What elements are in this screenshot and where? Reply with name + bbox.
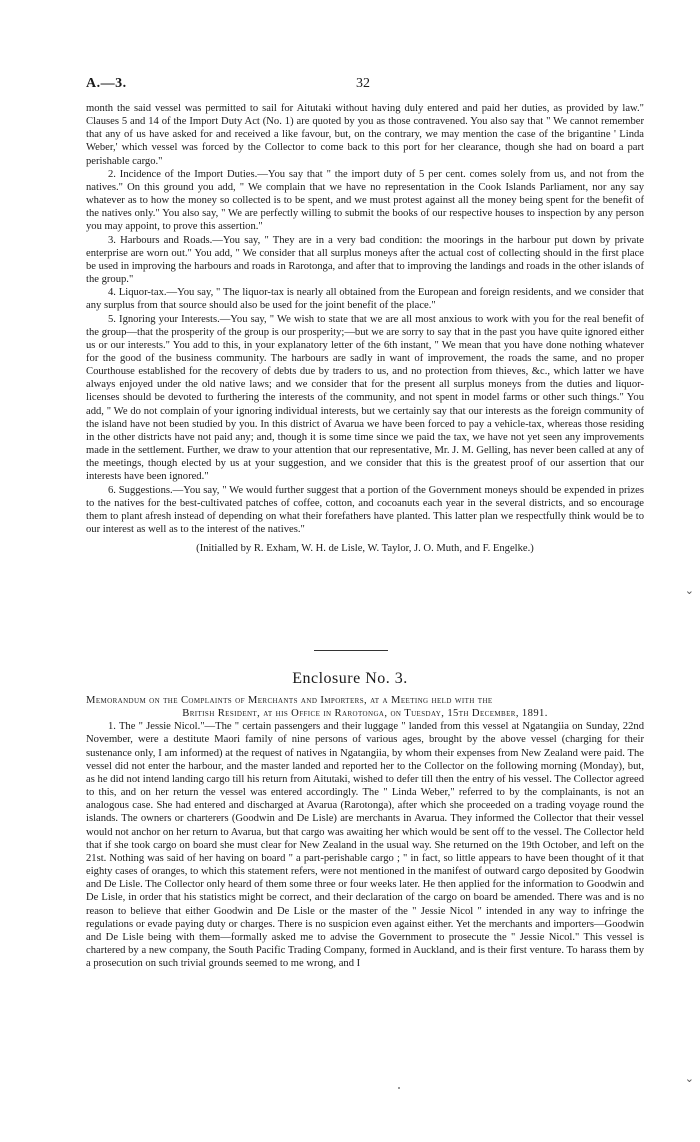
memorandum-heading xyxy=(86,694,644,720)
top-section xyxy=(86,102,644,555)
memorandum-body: 1. The " Jessie Nicol."—The " certain passengers and their luggage " landed from this vessel at Ngatangiia on Sunday, 22nd November, were a destitute Maori family of nine persons of various ages, brought by the above vessel (charging for their sustenance only, I am informed) at the request of natives in Ngatangiia, by whom their expenses from New Zealand were paid. The vessel did not enter the harbour, and the master landed and reported her to the Collector on the following morning (Monday), but, as he did not intend landing cargo till his return from Aitutaki, wished to defer till then the entry of his vessel. The Collector agreed to this, and on her return the vessel was entered accordingly. The " Linda Weber," referred to by the complainants, is not an analogous case. She had entered and discharged at Avarua (Rarotonga), after which she proceeded on a trading voyage round the islands. The owners or charterers (Goodwin and De Lisle) are merchants in Avarua. They informed the Collector that their vessel would not anchor on her return to Avarua, but that cargo was awaiting her which would be sent off to the vessel. The Collector held that if she took cargo on board she must clear for New Zealand in the usual way. She returned on the 19th October, and left on the 21st. Nothing was said of her having on board " a part-perishable cargo ; " in fact, so little appears to have been thought of it that eighty cases of oranges, to which this statement refers, were not mentioned in the manifest of outward cargo deposited by Goodwin and De Lisle. The Collector only heard of them some three or four weeks later. He then applied for the information to Goodwin and De Lisle, in order that his statistics might be correct, and their declaration of the cargo on board be amended. There was and is no reason to believe that either Goodwin and De Lisle or the master of the " Jessie Nicol " intended in any way to infringe the regulations or evade paying duty or charges. There is no suspicion even against either. Yet the merchants and importers—Goodwin and De Lisle being with them—formally asked me to advise the Government to prosecute the " Jessie Nicol." This vessel is chartered by a new company, the South Pacific Trading Company, formed in Auckland, and is their first venture. To harass them by a prosecution on such trivial grounds seemed to me wrong, and I xyxy=(86,721,644,970)
page-number: 32 xyxy=(356,76,370,91)
memorandum-section xyxy=(86,694,644,970)
enclosure-title: Enclosure No. 3. xyxy=(292,670,408,687)
section-divider xyxy=(314,650,388,651)
paragraph-suggestions: 6. Suggestions.—You say, " We would further suggest that a portion of the Government moneys should be expended in prizes to the natives for the best-cultivated patches of coffee, cotton, and cocoanuts each year in the several districts, and so encourage them to plant afresh instead of depending on what their forefathers have planted. This latter plan we respectfully think would be to our interest as well as to the interest of the natives." xyxy=(86,484,644,535)
paragraph-harbours-and-roads: 3. Harbours and Roads.—You say, " They are in a very bad condition: the moorings in the harbour put down by private enterprise are worn out." You add, " We consider that all surplus moneys after the actual cost of collecting should in the first place be used in improving the harbours and roads in Rarotonga, and after that to improving the landings and roads in the other islands of the group." xyxy=(86,234,644,286)
paragraph-continuation: month the said vessel was permitted to sail for Aitutaki without having duly entered and paid her duties, as provided by law." Clauses 5 and 14 of the Import Duty Act (No. 1) are quoted by you as those contravened. You also say that " We cannot remember that any of us have asked for and received a like favour, but, on the contrary, we may mention the case of the brigantine ' Linda Weber,' which vessel was forced by the Collector to come back to this port for her clearance, though she had on board a part perishable cargo." xyxy=(86,103,644,167)
print-speck xyxy=(398,1087,400,1089)
paragraph-incidence-of-duties: 2. Incidence of the Import Duties.—You say that " the import duty of 5 per cent. comes solely from us, and not from the natives." On this ground you add, " We complain that we have no representation in the Cook Islands Parliament, nor any say whatever as to how the money so collected is to be spent, and we must protest against all the money being spent for the benefit of the natives only." You also say, " We are perfectly willing to submit the books of our respective houses to inspection by any person you may appoint, to prove this assertion." xyxy=(86,168,644,233)
paragraph-ignoring-interests: 5. Ignoring your Interests.—You say, " We wish to state that we are all most anxious to work with you for the real benefit of the group—that the prosperity of the group is our prosperity;—but we are sorry to say that in the past you have quite ignored either us or our interests." You add to this, in your explanatory letter of the 6th instant, " We mean that you have done nothing whatever for the good of the business community. The harbours are sadly in want of improvement, the roads the same, and no proper Courthouse established for the recovery of debts due by traders to us, and no protection from thieves, &c., which latter we have always enjoyed under the old native laws; and we consider that for the present all surplus moneys from the duties and liquor-licenses should be devoted to furthering the interests of the community, and not spent in model farms or other such things." You add, " We do not complain of your ignoring individual interests, but we certainly say that our interests as the foreign community of the island have not been studied by you. In this district of Avarua we have been forced to pay a vehicle-tax, whereas those residing in the other districts have not paid any; and, though it is some time since we paid the tax, we have not yet seen any improvements made in the settlement. Further, we draw to your attention that our representative, Mr. J. M. Gelling, has never been called at any of the meetings, though elected by us at your suggestion, and we consider that this is the greatest proof of our assertion that our interests have been ignored." xyxy=(86,313,644,483)
signature-line: (Initialled by R. Exham, W. H. de Lisle, W. Taylor, J. O. Muth, and F. Engelke.) xyxy=(196,543,534,555)
margin-mark: ⌄ xyxy=(684,1073,694,1085)
paper-reference: A.—3. xyxy=(86,76,127,91)
page-header xyxy=(86,76,640,100)
memorandum-heading-line-2: British Resident, at his Office in Rarotonga, on Tuesday, 15th December, 1891. xyxy=(182,708,548,720)
memorandum-heading-line-1: Memorandum on the Complaints of Merchants and Importers, at a Meeting held with the xyxy=(86,695,493,706)
paragraph-liquor-tax: 4. Liquor-tax.—You say, " The liquor-tax is nearly all obtained from the European and foreign residents, and we consider that any surplus from that source should also be used for the joint benefit of the place." xyxy=(86,287,644,312)
margin-mark: ⌄ xyxy=(684,585,694,597)
